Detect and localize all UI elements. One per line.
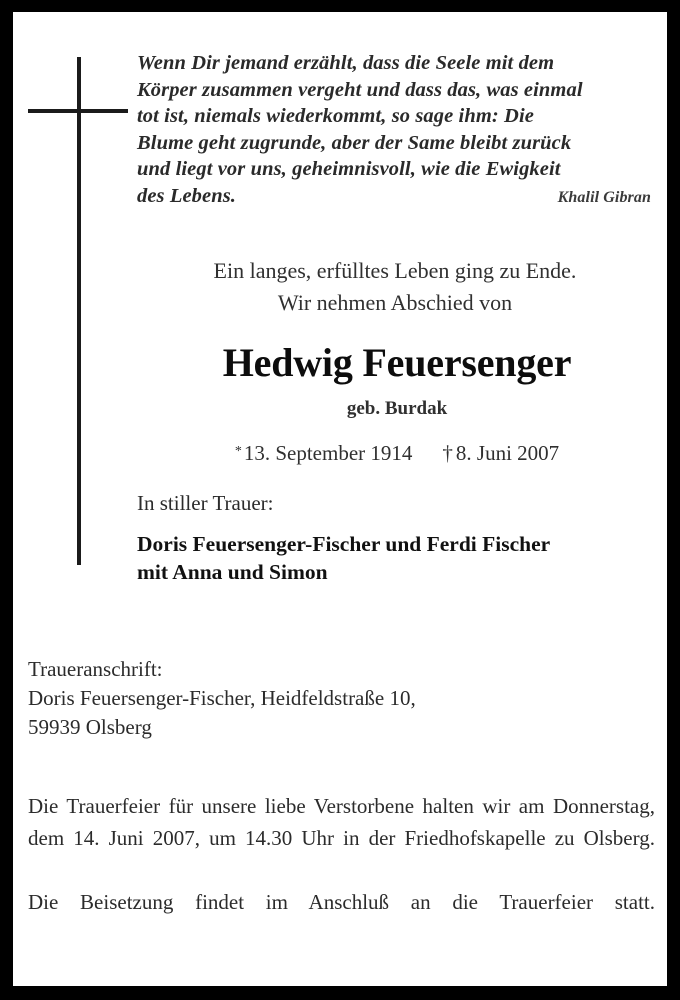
christian-cross-crossbar-icon <box>28 109 128 113</box>
mourners-section <box>137 488 657 586</box>
service-details <box>28 790 655 950</box>
quote-line: des Lebens. <box>137 184 237 207</box>
mourners-label: In stiller Trauer: <box>137 491 274 515</box>
mourners-line-2: mit Anna und Simon <box>137 560 328 584</box>
mourners-names <box>137 530 657 586</box>
memorial-quote <box>137 50 653 211</box>
address-label: Traueranschrift: <box>28 657 163 681</box>
quote-line: Blume geht zugrunde, aber der Same bleibt zurück <box>137 131 572 154</box>
intro-text <box>137 255 653 319</box>
service-paragraph-2: Die Beisetzung findet im Anschluß an die Trauerfeier statt. <box>28 890 655 914</box>
birth-date: 13. September 1914 <box>243 441 413 465</box>
christian-cross-icon <box>77 57 81 565</box>
address-line-1: Doris Feuersenger-Fischer, Heidfeldstraße 10, <box>28 686 416 710</box>
quote-line: Körper zusammen vergeht und dass das, was einmal <box>137 78 583 101</box>
intro-line-1: Ein langes, erfülltes Leben ging zu Ende. <box>213 258 577 283</box>
life-dates <box>137 438 657 467</box>
intro-line-2: Wir nehmen Abschied von <box>277 290 513 315</box>
quote-author: Khalil Gibran <box>557 188 651 206</box>
quote-final-line <box>137 183 653 212</box>
mourners-line-1: Doris Feuersenger-Fischer und Ferdi Fischer <box>137 532 551 556</box>
quote-line: und liegt vor uns, geheimnisvoll, wie die Ewigkeit <box>137 158 561 180</box>
notice-sheet <box>13 12 667 986</box>
birth-symbol-icon: * <box>234 444 242 459</box>
deceased-maiden-name: geb. Burdak <box>346 398 448 419</box>
quote-line: Wenn Dir jemand erzählt, dass die Seele mit dem <box>137 52 555 74</box>
death-date: 8. Juni 2007 <box>455 441 560 465</box>
address-line-2: 59939 Olsberg <box>28 715 152 739</box>
deceased-name: Hedwig Feuersenger <box>222 340 572 385</box>
address-section <box>28 655 658 742</box>
death-dagger-icon: † <box>442 441 453 465</box>
quote-line: tot ist, niemals wiederkommt, so sage ihm: Die <box>137 105 534 127</box>
service-paragraph-1: Die Trauerfeier für unsere liebe Verstorbene halten wir am Donnerstag, dem 14. Juni 2007, um 14.30 Uhr in der Friedhofskapelle zu Olsberg. <box>28 794 655 850</box>
